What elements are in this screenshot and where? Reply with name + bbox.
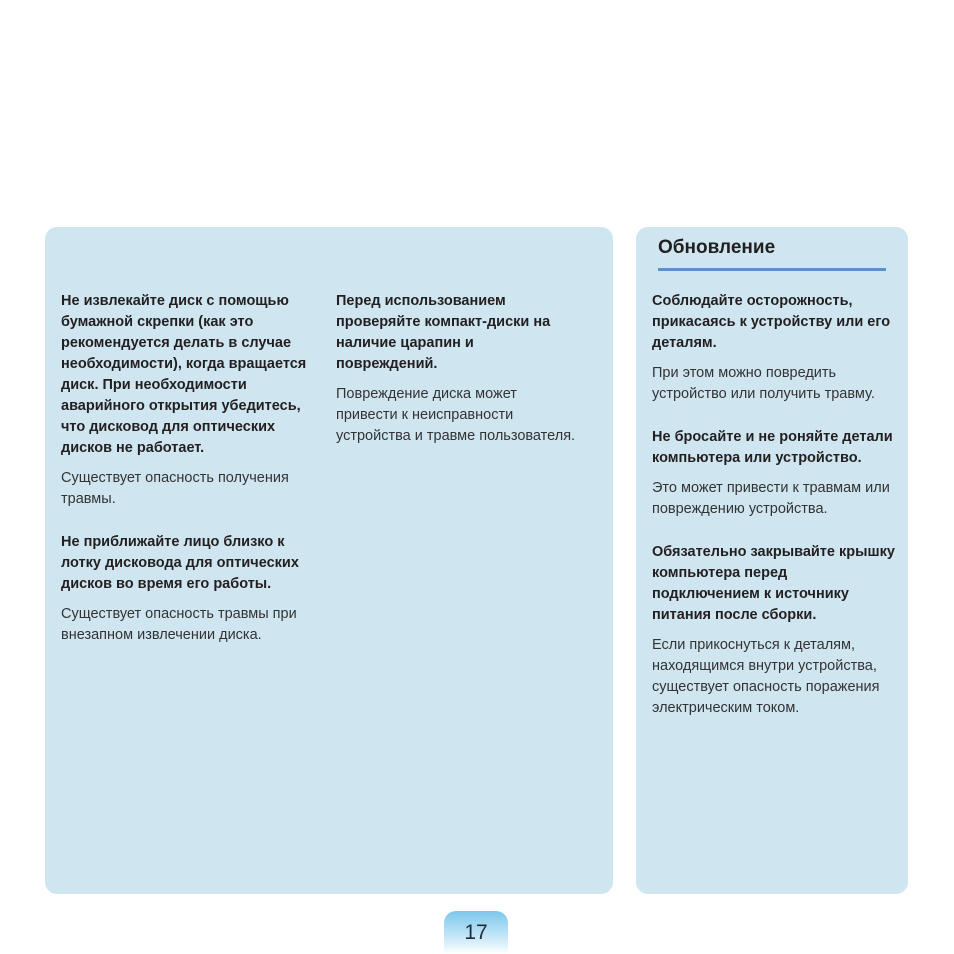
safety-item-text: Существует опасность травмы при внезапном извлечении диска. — [61, 606, 297, 643]
safety-panel — [45, 227, 613, 894]
safety-item-title: Перед использованием проверяйте компакт-диски на наличие царапин и повреждений. — [336, 293, 551, 372]
upgrade-item — [652, 291, 896, 405]
safety-item-text: Существует опасность получения травмы. — [61, 470, 289, 507]
upgrade-item — [652, 542, 896, 719]
upgrade-item-title: Обязательно закрывайте крышку компьютера перед подключением к источнику питания после сборки. — [652, 544, 895, 623]
upgrade-column — [652, 291, 896, 741]
safety-column-1 — [61, 291, 317, 668]
safety-item-title: Не извлекайте диск с помощью бумажной скрепки (как это рекомендуется делать в случае необходимости), когда вращается диск. При необходимости аварийного открытия убедитесь, что дисковод для оптических дисков не работает. — [61, 293, 307, 456]
upgrade-heading: Обновление — [658, 236, 886, 271]
safety-item-title: Не приближайте лицо близко к лотку дисковода для оптических дисков во время его работы. — [61, 534, 299, 592]
upgrade-item-title: Соблюдайте осторожность, прикасаясь к устройству или его деталям. — [652, 293, 891, 351]
upgrade-item-text: Если прикоснуться к деталям, находящимся внутри устройства, существует опасность поражения электрическим током. — [652, 637, 880, 716]
upgrade-item — [652, 427, 896, 520]
upgrade-item-text: Это может привести к травмам или повреждению устройства. — [652, 480, 890, 517]
upgrade-item-text: При этом можно повредить устройство или получить травму. — [652, 365, 875, 402]
safety-item-text: Повреждение диска может привести к неисправности устройства и травме пользователя. — [336, 386, 576, 444]
safety-item — [336, 291, 576, 447]
safety-column-2 — [336, 291, 576, 469]
upgrade-panel — [636, 227, 908, 894]
page-number: 17 — [444, 911, 508, 954]
safety-item — [61, 291, 317, 510]
safety-item — [61, 532, 317, 646]
upgrade-item-title: Не бросайте и не роняйте детали компьютера или устройство. — [652, 429, 893, 466]
